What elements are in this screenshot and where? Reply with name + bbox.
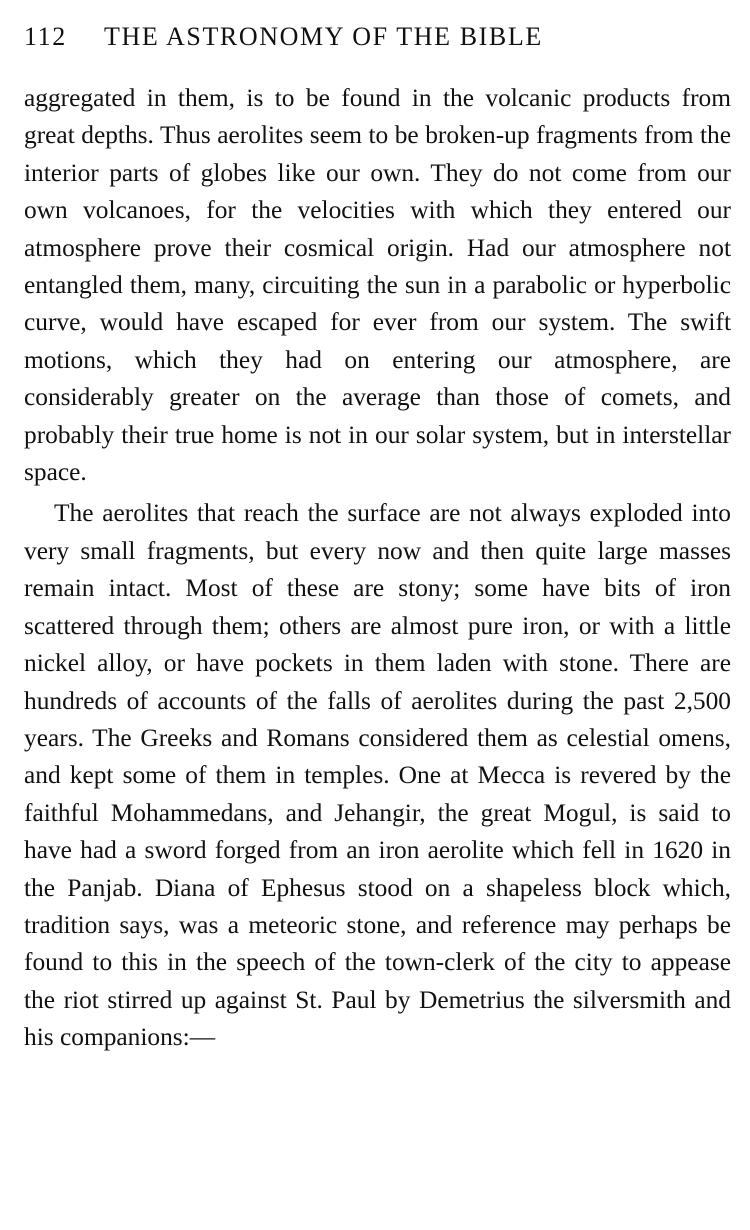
body-text [24, 80, 731, 1057]
paragraph-aerolites: The aerolites that reach the surface are not always exploded into very small fragments, but every now and then quite large masses remain intact. Most of these are stony; some have bits of iron scattered through them; others are almost pure iron, or with a little nickel alloy, or have pockets in them laden with stone. There are hundreds of accounts of the falls of aerolites during the past 2,500 years. The Greeks and Romans considered them as celestial omens, and kept some of them in temples. One at Mecca is revered by the faithful Mohammedans, and Jehangir, the great Mogul, is said to have had a sword forged from an iron aerolite which fell in 1620 in the Panjab. Diana of Ephesus stood on a shapeless block which, tradition says, was a meteoric stone, and reference may perhaps be found to this in the speech of the town-clerk of the city to appease the riot stirred up against St. Paul by Demetrius the silversmith and his companions:— [24, 499, 731, 1052]
page-number: 112 [24, 22, 67, 51]
running-title: THE ASTRONOMY OF THE BIBLE [104, 22, 543, 51]
page-header [24, 22, 730, 62]
paragraph-continued: aggregated in them, is to be found in the volcanic products from great depths. Thus aerolites seem to be broken-up fragments from the interior parts of globes like our own. They do not come from our own volcanoes, for the velocities with which they entered our atmosphere prove their cosmical origin. Had our atmosphere not entangled them, many, circuiting the sun in a parabolic or hyperbolic curve, would have escaped for ever from our system. The swift motions, which they had on entering our atmosphere, are considerably greater on the average than those of comets, and probably their true home is not in our solar system, but in interstellar space. [24, 84, 731, 487]
